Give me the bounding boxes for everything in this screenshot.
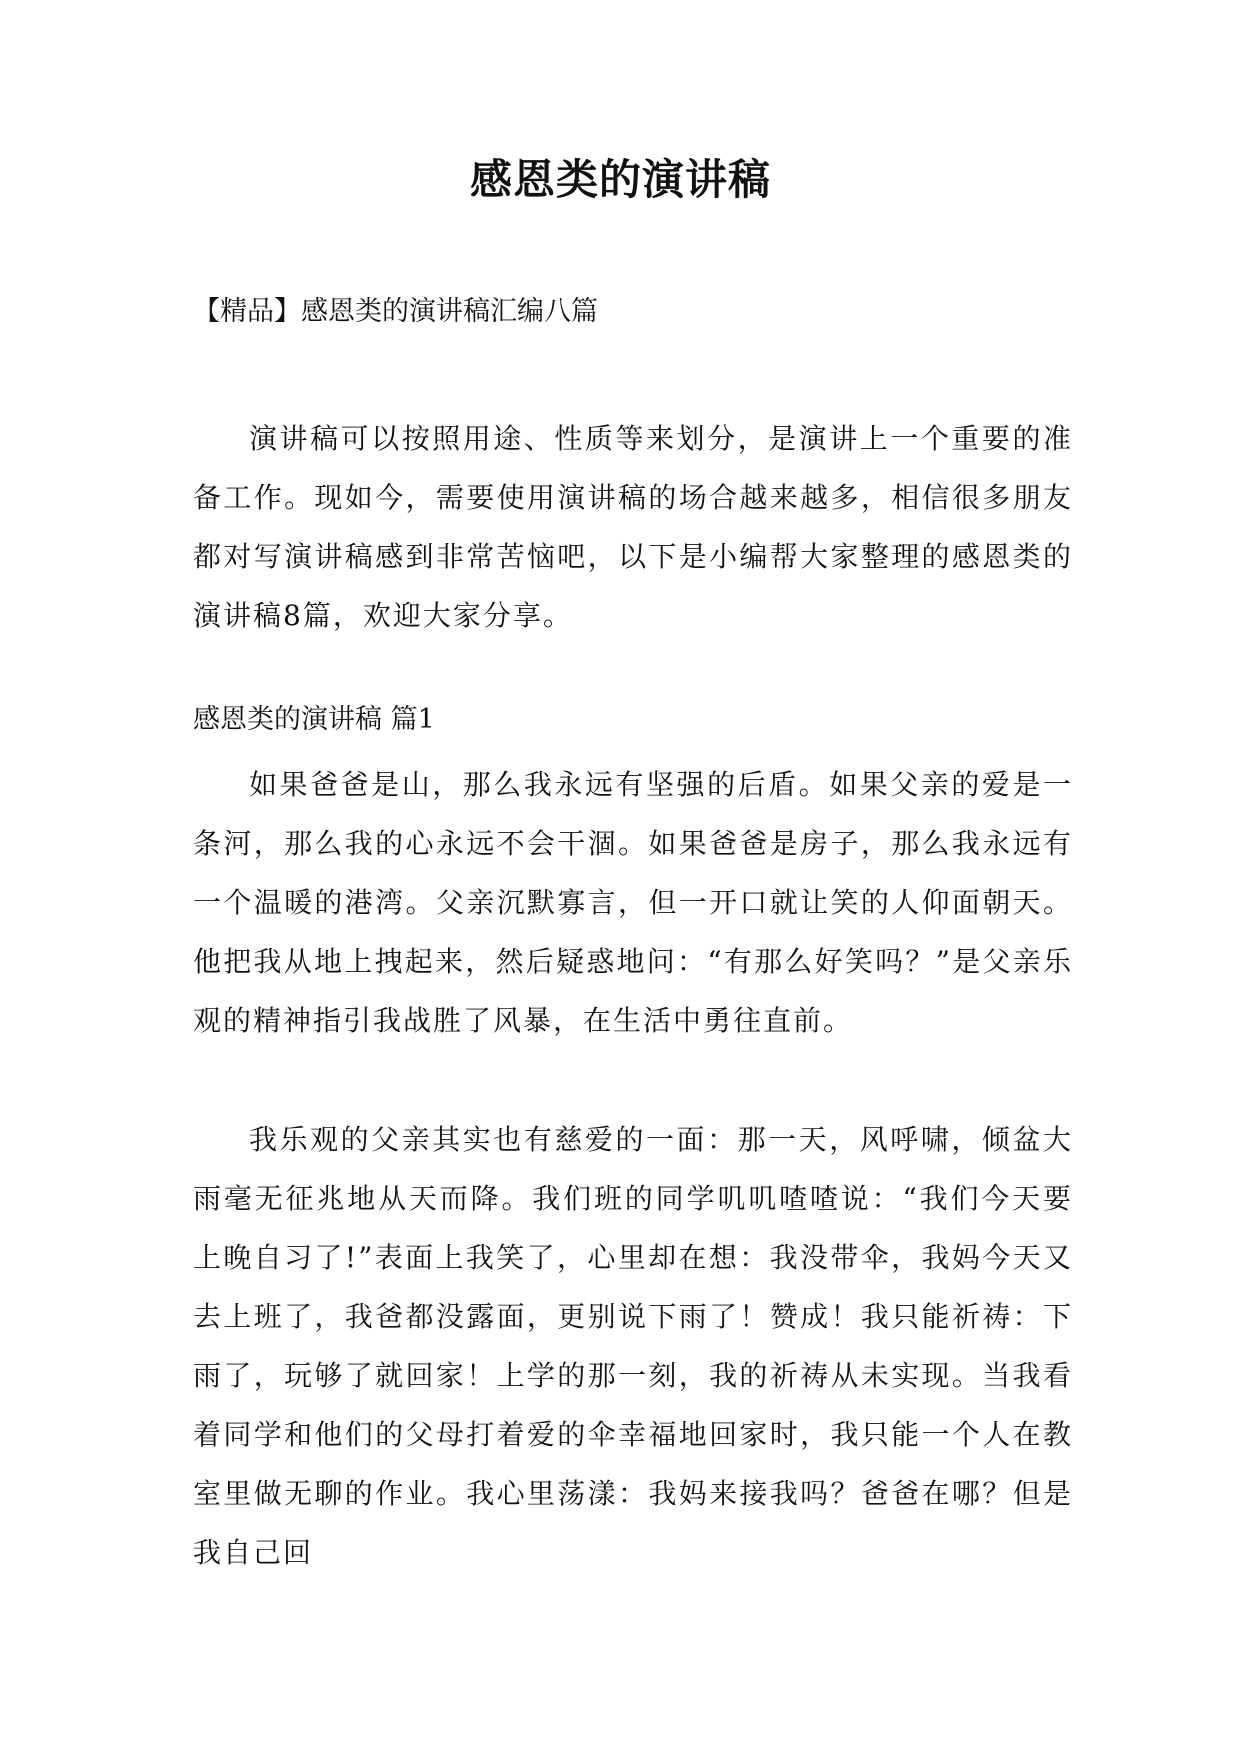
intro-paragraph: 演讲稿可以按照用途、性质等来划分，是演讲上一个重要的准备工作。现如今，需要使用演讲稿的场合越来越多，相信很多朋友都对写演讲稿感到非常苦恼吧，以下是小编帮大家整理的感恩类的演讲稿8篇，欢迎大家分享。 <box>193 422 1073 632</box>
body-paragraph: 如果爸爸是山，那么我永远有坚强的后盾。如果父亲的爱是一条河，那么我的心永远不会干涸。如果爸爸是房子，那么我永远有一个温暖的港湾。父亲沉默寡言，但一开口就让笑的人仰面朝天。他把我从地上拽起来，然后疑惑地问：“有那么好笑吗？”是父亲乐观的精神指引我战胜了风暴，在生活中勇往直前。 <box>193 768 1073 1037</box>
document-title: 感恩类的演讲稿 <box>469 155 771 204</box>
section-heading: 感恩类的演讲稿 篇1 <box>193 704 435 735</box>
body-paragraph: 我乐观的父亲其实也有慈爱的一面：那一天，风呼啸，倾盆大雨毫无征兆地从天而降。我们班的同学叽叽喳喳说：“我们今天要上晚自习了!”表面上我笑了，心里却在想：我没带伞，我妈今天又去上班了，我爸都没露面，更别说下雨了！赞成！我只能祈祷：下雨了，玩够了就回家！上学的那一刻，我的祈祷从未实现。当我看着同学和他们的父母打着爱的伞幸福地回家时，我只能一个人在教室里做无聊的作业。我心里荡漾：我妈来接我吗？爸爸在哪？但是我自己回 <box>193 1123 1073 1569</box>
document-subtitle: 【精品】感恩类的演讲稿汇编八篇 <box>193 296 598 327</box>
